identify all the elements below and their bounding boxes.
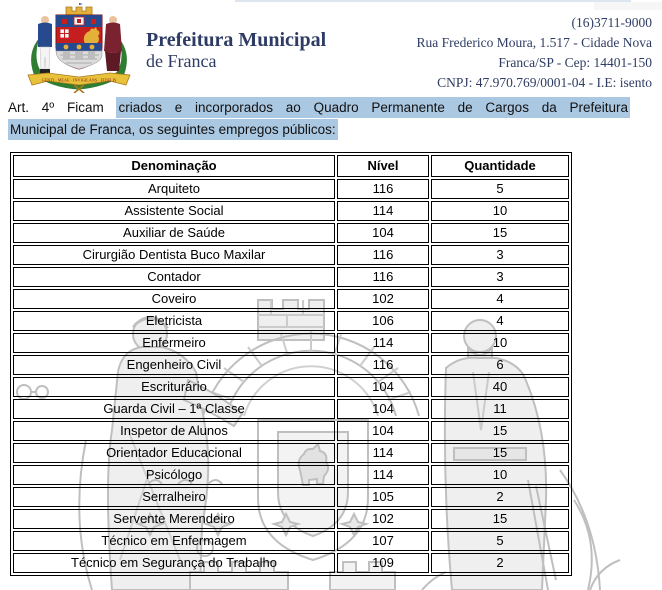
cell-quantidade: 40 — [431, 377, 569, 397]
cell-nivel: 106 — [337, 311, 429, 331]
table-row — [13, 443, 569, 463]
org-name-line2: de Franca — [146, 51, 217, 71]
jobs-table-container — [10, 152, 572, 576]
cell-quantidade: 10 — [431, 465, 569, 485]
org-name-line1: Prefeitura Municipal — [146, 29, 327, 51]
jobs-table — [10, 152, 572, 576]
cell-nivel: 109 — [337, 553, 429, 573]
cell-nivel: 114 — [337, 443, 429, 463]
cell-denominacao: Coveiro — [13, 289, 335, 309]
cell-quantidade: 3 — [431, 245, 569, 265]
table-row — [13, 465, 569, 485]
header-nivel: Nível — [337, 155, 429, 177]
cell-quantidade: 15 — [431, 421, 569, 441]
article-paragraph — [8, 97, 630, 141]
table-row — [13, 201, 569, 221]
cell-quantidade: 2 — [431, 487, 569, 507]
cell-denominacao: Enfermeiro — [13, 333, 335, 353]
table-row — [13, 399, 569, 419]
cell-quantidade: 5 — [431, 179, 569, 199]
cell-denominacao: Técnico em Enfermagem — [13, 531, 335, 551]
table-row — [13, 355, 569, 375]
table-row — [13, 333, 569, 353]
article-line1 — [8, 97, 630, 119]
cell-nivel: 116 — [337, 355, 429, 375]
cell-nivel: 104 — [337, 377, 429, 397]
highlighted-text-line1: criados e incorporados ao Quadro Permanente de Cargos da Prefeitura — [116, 97, 630, 118]
cell-denominacao: Orientador Educacional — [13, 443, 335, 463]
table-row — [13, 421, 569, 441]
cell-denominacao: Auxiliar de Saúde — [13, 223, 335, 243]
cell-nivel: 102 — [337, 289, 429, 309]
article-prefix: Art. 4º Ficam — [8, 100, 104, 115]
cell-quantidade: 15 — [431, 223, 569, 243]
cell-denominacao: Contador — [13, 267, 335, 287]
table-body — [13, 179, 569, 573]
crest-motto-text: GENTI · MEAE · INVIGILANS · FIDELIS — [41, 77, 117, 83]
header-quantidade: Quantidade — [431, 155, 569, 177]
cell-nivel: 104 — [337, 399, 429, 419]
cell-quantidade: 10 — [431, 201, 569, 221]
cell-denominacao: Cirurgião Dentista Buco Maxilar — [13, 245, 335, 265]
cell-nivel: 104 — [337, 223, 429, 243]
franca-coat-of-arms-logo — [22, 3, 136, 93]
contact-info-block — [417, 13, 652, 93]
cell-denominacao: Eletricista — [13, 311, 335, 331]
cell-denominacao: Escriturário — [13, 377, 335, 397]
table-row — [13, 179, 569, 199]
cell-nivel: 107 — [337, 531, 429, 551]
cell-nivel: 114 — [337, 333, 429, 353]
cell-denominacao: Técnico em Segurança do Trabalho — [13, 553, 335, 573]
cell-quantidade: 4 — [431, 289, 569, 309]
cell-nivel: 116 — [337, 245, 429, 265]
table-row — [13, 487, 569, 507]
contact-cnpj: CNPJ: 47.970.769/0001-04 - I.E: isento — [437, 75, 652, 90]
scan-artifact — [594, 2, 662, 10]
selection-artifact-strip — [235, 0, 631, 2]
cell-denominacao: Serralheiro — [13, 487, 335, 507]
table-row — [13, 531, 569, 551]
table-header-row — [13, 155, 569, 177]
cell-denominacao: Engenheiro Civil — [13, 355, 335, 375]
cell-quantidade: 11 — [431, 399, 569, 419]
table-row — [13, 223, 569, 243]
article-line2 — [8, 119, 630, 141]
table-row — [13, 289, 569, 309]
table-row — [13, 311, 569, 331]
cell-quantidade: 6 — [431, 355, 569, 375]
contact-phone: (16)3711-9000 — [571, 15, 652, 30]
cell-denominacao: Guarda Civil – 1ª Classe — [13, 399, 335, 419]
org-name-block — [146, 30, 326, 71]
cell-quantidade: 5 — [431, 531, 569, 551]
contact-city-cep: Franca/SP - Cep: 14401-150 — [498, 55, 652, 70]
cell-nivel: 116 — [337, 179, 429, 199]
cell-nivel: 104 — [337, 421, 429, 441]
header-denominacao: Denominação — [13, 155, 335, 177]
cell-nivel: 105 — [337, 487, 429, 507]
cell-quantidade: 10 — [431, 333, 569, 353]
cell-quantidade: 2 — [431, 553, 569, 573]
cell-quantidade: 3 — [431, 267, 569, 287]
table-row — [13, 377, 569, 397]
table-row — [13, 553, 569, 573]
table-row — [13, 245, 569, 265]
contact-address: Rua Frederico Moura, 1.517 - Cidade Nova — [416, 35, 652, 50]
document-header — [0, 0, 662, 95]
cell-nivel: 116 — [337, 267, 429, 287]
cell-quantidade: 15 — [431, 443, 569, 463]
cell-nivel: 114 — [337, 201, 429, 221]
cell-denominacao: Inspetor de Alunos — [13, 421, 335, 441]
cell-denominacao: Arquiteto — [13, 179, 335, 199]
table-row — [13, 509, 569, 529]
cell-denominacao: Psicólogo — [13, 465, 335, 485]
highlighted-text-line2: Municipal de Franca, os seguintes empregos públicos: — [8, 119, 338, 140]
cell-denominacao: Assistente Social — [13, 201, 335, 221]
cell-nivel: 114 — [337, 465, 429, 485]
table-row — [13, 267, 569, 287]
cell-quantidade: 4 — [431, 311, 569, 331]
cell-denominacao: Servente Merendeiro — [13, 509, 335, 529]
cell-nivel: 102 — [337, 509, 429, 529]
cell-quantidade: 15 — [431, 509, 569, 529]
